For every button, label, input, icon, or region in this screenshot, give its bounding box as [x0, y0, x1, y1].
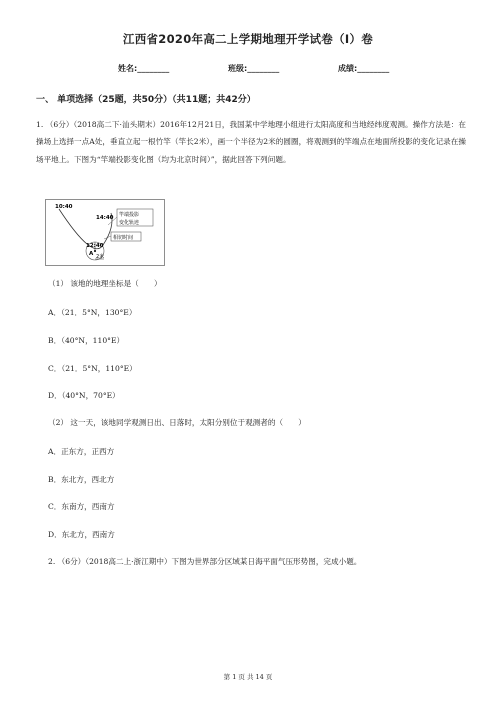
score-field-label: 成绩:________ — [338, 64, 390, 73]
point-a-marker — [94, 250, 96, 252]
page-footer: 第 1 页 共 14 页 — [223, 673, 273, 681]
option-2d: D．东北方，西南方 — [48, 530, 115, 539]
section-heading: 一、 单项选择（25题，共50分）（共11题；共42分） — [36, 95, 256, 105]
shadow-track-figure — [45, 199, 165, 266]
label-scale: 2米 — [96, 254, 105, 260]
question-1-text: 1. （6分）（2018高二下·汕头期末）2016年12月21日，我国某中学地理小组进行太阳高度和当地经纬度观测。操作方法是：在操场上选择一点A处，垂直立起一根竹竿（竿长2米），画一个半径为2米的圆圈，将观测到的竿端点在地面所投影的变化记录在操场平地上。下图为“竿端投影变化图（均为北京时间）”，据此回答下列问题。 — [36, 120, 466, 164]
option-1a: A．（21．5°N，130°E） — [48, 308, 137, 317]
exam-title: 江西省2020年高二上学期地理开学试卷（I）卷 — [122, 32, 374, 46]
label-1240: 12:40 — [86, 243, 104, 249]
option-2a: A．正东方，正西方 — [48, 447, 115, 456]
name-field-label: 姓名:________ — [118, 64, 170, 73]
question-2-text: 2. （6分）（2018高二上·浙江期中）下图为世界部分区域某日海平面气压形势图，完成小题。 — [48, 557, 362, 566]
subquestion-1: （1） 该地的地理坐标是（ ） — [48, 279, 162, 288]
option-1c: C．（21．5°N，110°E） — [48, 364, 137, 373]
legend-track-line2: 变化轨迹 — [119, 220, 140, 226]
label-1040: 10:40 — [55, 204, 73, 210]
legend-track-line1: 竿端投影 — [119, 212, 140, 218]
label-point-a: A — [89, 251, 94, 257]
option-2c: C．东南方，西南方 — [48, 502, 115, 511]
option-1b: B．（40°N，110°E） — [48, 336, 125, 345]
label-1440: 14:40 — [96, 215, 114, 221]
subquestion-2: （2） 这一天，该地同学观测日出、日落时，太阳分别位于观测者的（ ） — [48, 418, 306, 427]
option-1d: D．（40°N，70°E） — [48, 391, 120, 400]
class-field-label: 班级:________ — [228, 64, 280, 73]
option-2b: B．东北方，西北方 — [48, 475, 115, 484]
legend-time: 相切时间 — [113, 235, 134, 241]
